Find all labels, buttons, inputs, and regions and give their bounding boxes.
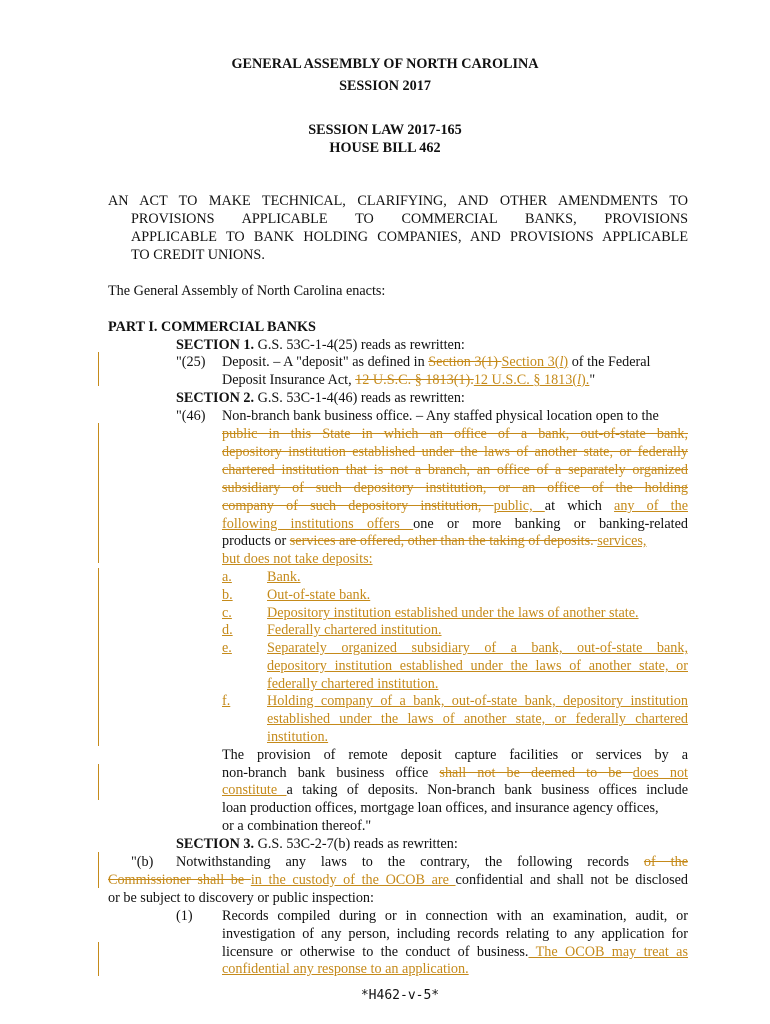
- inserted-text: does not: [632, 765, 688, 781]
- deleted-text: of the: [643, 854, 688, 870]
- definition-line: [222, 497, 688, 515]
- text: Deposit. – A "deposit" as defined in: [222, 354, 429, 370]
- part-heading: PART I. COMMERCIAL BANKS: [108, 319, 316, 335]
- section-label: SECTION 1.: [176, 337, 255, 353]
- inserted-text: in the custody of the OCOB are: [250, 872, 456, 888]
- assembly-title: GENERAL ASSEMBLY OF NORTH CAROLINA: [231, 56, 539, 72]
- inserted-text: 12 U.S.C. § 1813(l).: [473, 372, 590, 388]
- inserted-text: constitute: [222, 782, 287, 798]
- inserted-text: following institutions offers: [222, 516, 414, 532]
- deleted-text: company of such depository institution,: [222, 498, 494, 514]
- text: at which: [544, 498, 615, 514]
- text: a taking of deposits. Non-branch bank business offices include: [286, 782, 688, 798]
- paragraph-line: Records compiled during or in connection with an examination, audit, or: [222, 908, 688, 924]
- text: Deposit Insurance Act,: [222, 372, 356, 388]
- paragraph-line: loan production offices, mortgage loan offices, and insurance agency offices,: [222, 800, 659, 816]
- act-title-line: APPLICABLE TO BANK HOLDING COMPANIES, AND PROVISIONS APPLICABLE: [131, 229, 688, 245]
- section-text: G.S. 53C-1-4(25) reads as rewritten:: [254, 337, 465, 353]
- section-text: G.S. 53C-2-7(b) reads as rewritten:: [254, 836, 458, 852]
- list-item-label: a.: [222, 569, 232, 585]
- list-item: established under the laws of another state, or federally chartered: [267, 711, 688, 727]
- deleted-line: depository institution established under the laws of another state, or federally: [222, 444, 688, 460]
- act-title-line: TO CREDIT UNIONS.: [131, 247, 265, 263]
- list-item-label: c.: [222, 605, 232, 621]
- subsection-number: "(25): [176, 354, 206, 370]
- list-item-label: e.: [222, 640, 232, 656]
- list-item-label: f.: [222, 693, 231, 709]
- inserted-text: services,: [597, 533, 647, 549]
- change-bar: [98, 852, 99, 888]
- section-label: SECTION 2.: [176, 390, 255, 406]
- change-bar: [98, 568, 99, 746]
- list-item: Depository institution established under the laws of another state.: [267, 605, 639, 621]
- section-text: G.S. 53C-1-4(46) reads as rewritten:: [254, 390, 465, 406]
- list-item: Holding company of a bank, out-of-state bank, depository institution: [267, 693, 688, 709]
- act-title-line: PROVISIONS APPLICABLE TO COMMERCIAL BANKS, PROVISIONS: [131, 211, 688, 227]
- text: of the Federal: [568, 354, 651, 370]
- list-item-label: d.: [222, 622, 233, 638]
- inserted-line: confidential any response to an application.: [222, 961, 469, 977]
- inserted-line: but does not take deposits:: [222, 551, 373, 567]
- list-item: Out-of-state bank.: [267, 587, 371, 603]
- inserted-text: any of the: [614, 498, 688, 514]
- deleted-line: public in this State in which an office of a bank, out-of-state bank,: [222, 426, 688, 442]
- item-number: (1): [176, 908, 193, 924]
- list-item: Separately organized subsidiary of a bank, out-of-state bank,: [267, 640, 688, 656]
- bill-version-footer: *H462-v-5*: [360, 988, 440, 1003]
- subsection-number: "(b): [131, 854, 154, 870]
- definition-line: [222, 515, 688, 533]
- session-title: SESSION 2017: [339, 78, 431, 94]
- paragraph-line: or be subject to discovery or public inspection:: [108, 890, 374, 906]
- text: confidential and shall not be disclosed: [455, 872, 688, 888]
- text: one or more banking or banking-related: [413, 516, 688, 532]
- paragraph-line: [222, 781, 688, 799]
- text: ": [589, 372, 596, 388]
- section-label: SECTION 3.: [176, 836, 255, 852]
- text: products or: [222, 533, 290, 549]
- paragraph-line: [222, 943, 688, 961]
- text: non-branch bank business office: [222, 765, 440, 781]
- list-item: depository institution established under the laws of another state, or: [267, 658, 688, 674]
- change-bar: [98, 352, 99, 386]
- act-title-line: AN ACT TO MAKE TECHNICAL, CLARIFYING, AND OTHER AMENDMENTS TO: [108, 193, 688, 209]
- change-bar: [98, 942, 99, 976]
- deleted-text: Commissioner shall be: [108, 872, 251, 888]
- list-item: Bank.: [267, 569, 301, 585]
- enacting-clause: The General Assembly of North Carolina enacts:: [108, 283, 386, 299]
- bill-title: HOUSE BILL 462: [329, 140, 441, 156]
- deleted-text: services are offered, other than the taking of deposits.: [289, 533, 598, 549]
- list-item: institution.: [267, 729, 329, 745]
- text: Notwithstanding any laws to the contrary, the following records: [176, 854, 644, 870]
- paragraph-line: investigation of any person, including records relating to any application for: [222, 926, 688, 942]
- paragraph-line: [108, 871, 688, 889]
- paragraph-line: [176, 853, 688, 871]
- definition-line: Non-branch bank business office. – Any staffed physical location open to the: [222, 408, 659, 424]
- text: licensure or otherwise to the conduct of business.: [222, 944, 529, 960]
- change-bar: [98, 764, 99, 800]
- paragraph-line: or a combination thereof.": [222, 818, 372, 834]
- paragraph-line: [222, 764, 688, 782]
- deposit-definition-line: [222, 353, 651, 371]
- change-bar: [98, 423, 99, 563]
- deleted-text: shall not be deemed to be: [439, 765, 633, 781]
- definition-line: [222, 532, 646, 550]
- inserted-text: Section 3(l): [501, 354, 569, 370]
- section-3-heading: [176, 835, 458, 853]
- session-law-title: SESSION LAW 2017-165: [308, 122, 462, 138]
- subsection-number: "(46): [176, 408, 206, 424]
- inserted-text: public,: [493, 498, 545, 514]
- list-item-label: b.: [222, 587, 233, 603]
- deleted-line: subsidiary of such depository institution, or an office of the holding: [222, 480, 688, 496]
- section-2-heading: [176, 389, 465, 407]
- paragraph-line: The provision of remote deposit capture facilities or services by a: [222, 747, 688, 763]
- section-1-heading: [176, 336, 465, 354]
- deposit-definition-line: [222, 371, 595, 389]
- deleted-text: Section 3(1): [428, 354, 502, 370]
- list-item: Federally chartered institution.: [267, 622, 442, 638]
- list-item: federally chartered institution.: [267, 676, 439, 692]
- deleted-text: 12 U.S.C. § 1813(1).: [355, 372, 474, 388]
- inserted-text: The OCOB may treat as: [528, 944, 688, 960]
- deleted-line: chartered institution that is not a branch, an office of a separately organized: [222, 462, 688, 478]
